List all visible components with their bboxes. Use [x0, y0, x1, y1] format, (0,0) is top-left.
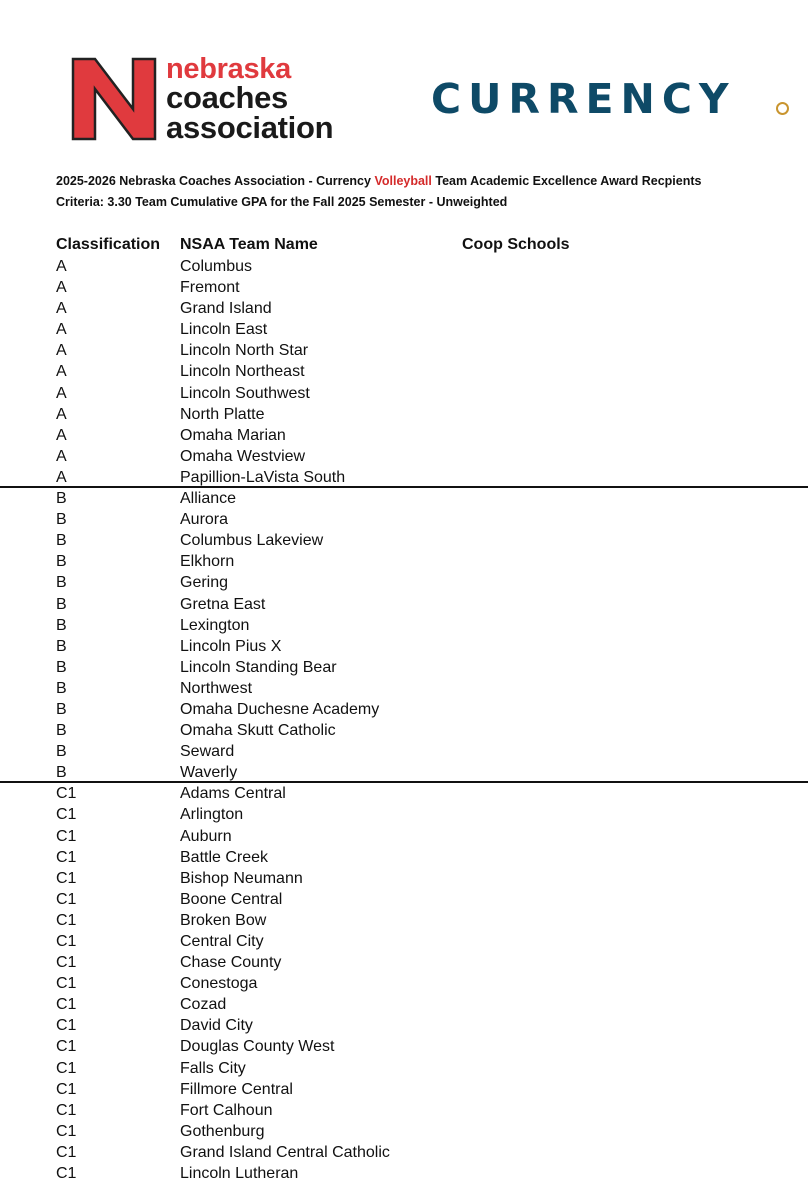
table-row [0, 720, 808, 741]
row-team-name: Lincoln East [180, 321, 268, 339]
row-team-name: Elkhorn [180, 553, 235, 571]
row-team-name: Gothenburg [180, 1122, 265, 1140]
row-team-name: Gering [180, 574, 229, 592]
row-team-name: Lexington [180, 616, 250, 634]
row-classification: C1 [56, 954, 77, 972]
row-classification: C1 [56, 1017, 77, 1035]
row-classification: A [56, 342, 67, 360]
table-row [0, 1015, 808, 1036]
row-team-name: Lincoln Pius X [180, 637, 282, 655]
row-team-name: Arlington [180, 806, 244, 824]
table-row [0, 910, 808, 931]
row-classification: A [56, 384, 67, 402]
table-row [0, 1142, 808, 1163]
row-team-name: Seward [180, 743, 235, 761]
table-row [0, 636, 808, 657]
title-suffix: Team Academic Excellence Award Recpients [431, 174, 702, 188]
row-classification: A [56, 426, 67, 444]
table-row [0, 509, 808, 530]
award-table-body [0, 256, 808, 1184]
row-classification: C1 [56, 1080, 77, 1098]
table-row [0, 889, 808, 910]
table-row [0, 1100, 808, 1121]
row-classification: C1 [56, 1143, 77, 1161]
row-classification: B [56, 722, 67, 740]
nca-wordmark [166, 55, 333, 143]
table-row [0, 741, 808, 762]
nca-n-shape [73, 59, 155, 139]
table-row [0, 678, 808, 699]
row-classification: C1 [56, 1101, 77, 1119]
table-row [0, 446, 808, 467]
row-team-name: Alliance [180, 490, 237, 508]
row-team-name: Waverly [180, 764, 238, 782]
table-row [0, 973, 808, 994]
row-classification: B [56, 616, 67, 634]
row-team-name: Broken Bow [180, 911, 267, 929]
row-classification: A [56, 321, 67, 339]
column-header-coop-schools: Coop Schools [462, 236, 570, 253]
document-title [56, 174, 701, 188]
table-row [0, 615, 808, 636]
nca-line-nebraska: nebraska [166, 53, 291, 85]
row-team-name: Lincoln Southwest [180, 384, 310, 402]
table-row [0, 762, 808, 783]
row-classification: B [56, 658, 67, 676]
table-row [0, 361, 808, 382]
row-classification: C1 [56, 848, 77, 866]
table-row [0, 383, 808, 404]
row-team-name: Northwest [180, 679, 253, 697]
row-team-name: Adams Central [180, 785, 286, 803]
table-header [0, 236, 808, 256]
column-header-classification: Classification [56, 236, 161, 253]
row-team-name: Battle Creek [180, 848, 269, 866]
row-classification: B [56, 679, 67, 697]
row-classification: C1 [56, 1059, 77, 1077]
table-row [0, 657, 808, 678]
row-classification: A [56, 447, 67, 465]
row-team-name: Grand Island Central Catholic [180, 1143, 390, 1161]
row-team-name: Chase County [180, 954, 282, 972]
row-team-name: Cozad [180, 996, 227, 1014]
row-team-name: Columbus Lakeview [180, 532, 324, 550]
row-classification: C1 [56, 785, 77, 803]
table-row [0, 931, 808, 952]
row-team-name: Aurora [180, 511, 229, 529]
table-row [0, 1121, 808, 1142]
row-team-name: Omaha Duchesne Academy [180, 700, 380, 718]
table-row [0, 804, 808, 825]
table-row [0, 1036, 808, 1057]
table-row [0, 404, 808, 425]
row-team-name: Grand Island [180, 300, 272, 318]
table-row [0, 572, 808, 593]
row-classification: C1 [56, 911, 77, 929]
table-row [0, 783, 808, 804]
row-team-name: Omaha Westview [180, 447, 306, 465]
row-team-name: North Platte [180, 405, 265, 423]
row-classification: A [56, 300, 67, 318]
row-classification: B [56, 511, 67, 529]
row-classification: C1 [56, 1122, 77, 1140]
row-team-name: Fillmore Central [180, 1080, 293, 1098]
title-prefix: 2025-2026 Nebraska Coaches Association - Currency [56, 174, 375, 188]
row-classification: A [56, 279, 67, 297]
table-row [0, 699, 808, 720]
table-row [0, 847, 808, 868]
table-row [0, 868, 808, 889]
row-classification: B [56, 574, 67, 592]
row-classification: B [56, 490, 67, 508]
table-row [0, 826, 808, 847]
table-row [0, 952, 808, 973]
row-team-name: Gretna East [180, 595, 266, 613]
row-classification: B [56, 743, 67, 761]
nca-line-coaches: coaches [166, 80, 288, 115]
column-header-team-name: NSAA Team Name [180, 236, 318, 253]
row-classification: A [56, 405, 67, 423]
row-team-name: Lincoln Northeast [180, 363, 305, 381]
table-row [0, 277, 808, 298]
table-row [0, 994, 808, 1015]
row-team-name: Papillion-LaVista South [180, 468, 346, 486]
table-row [0, 551, 808, 572]
document-criteria: Criteria: 3.30 Team Cumulative GPA for the Fall 2025 Semester - Unweighted [56, 195, 508, 209]
row-team-name: Auburn [180, 827, 232, 845]
row-team-name: Lincoln North Star [180, 342, 309, 360]
row-team-name: Bishop Neumann [180, 869, 303, 887]
table-row [0, 1058, 808, 1079]
row-classification: C1 [56, 1165, 77, 1183]
row-classification: B [56, 700, 67, 718]
row-team-name: Lincoln Standing Bear [180, 658, 337, 676]
row-classification: B [56, 764, 67, 782]
table-row [0, 594, 808, 615]
row-classification: C1 [56, 1038, 77, 1056]
row-classification: A [56, 468, 67, 486]
nca-line-association: association [166, 110, 334, 145]
nca-n-mark-icon [71, 57, 157, 141]
title-sport: Volleyball [374, 174, 432, 188]
row-classification: C1 [56, 933, 77, 950]
row-team-name: Douglas County West [180, 1038, 335, 1056]
row-classification: C1 [56, 869, 77, 887]
row-team-name: Omaha Skutt Catholic [180, 722, 336, 740]
table-row [0, 1163, 808, 1184]
row-team-name: Conestoga [180, 975, 258, 993]
currency-dot-icon [776, 102, 789, 115]
row-team-name: Columbus [180, 258, 253, 275]
table-row [0, 530, 808, 551]
row-classification: B [56, 637, 67, 655]
table-row [0, 467, 808, 488]
row-classification: C1 [56, 827, 77, 845]
table-row [0, 298, 808, 319]
table-row [0, 256, 808, 277]
table-row [0, 488, 808, 509]
nca-logo [71, 55, 371, 147]
row-classification: C1 [56, 890, 77, 908]
row-team-name: Omaha Marian [180, 426, 286, 444]
row-classification: B [56, 532, 67, 550]
row-team-name: Boone Central [180, 890, 283, 908]
table-row [0, 425, 808, 446]
row-classification: C1 [56, 806, 77, 824]
currency-logo: CURRENCY [431, 75, 736, 123]
row-classification: A [56, 363, 67, 381]
row-classification: A [56, 258, 67, 275]
table-row [0, 340, 808, 361]
row-team-name: Fremont [180, 279, 240, 297]
row-team-name: Central City [180, 933, 264, 950]
row-team-name: Lincoln Lutheran [180, 1165, 299, 1183]
row-classification: B [56, 595, 67, 613]
row-team-name: Falls City [180, 1059, 246, 1077]
table-row [0, 319, 808, 340]
row-team-name: Fort Calhoun [180, 1101, 273, 1119]
row-classification: B [56, 553, 67, 571]
table-row [0, 1079, 808, 1100]
row-classification: C1 [56, 975, 77, 993]
row-classification: C1 [56, 996, 77, 1014]
row-team-name: David City [180, 1017, 253, 1035]
